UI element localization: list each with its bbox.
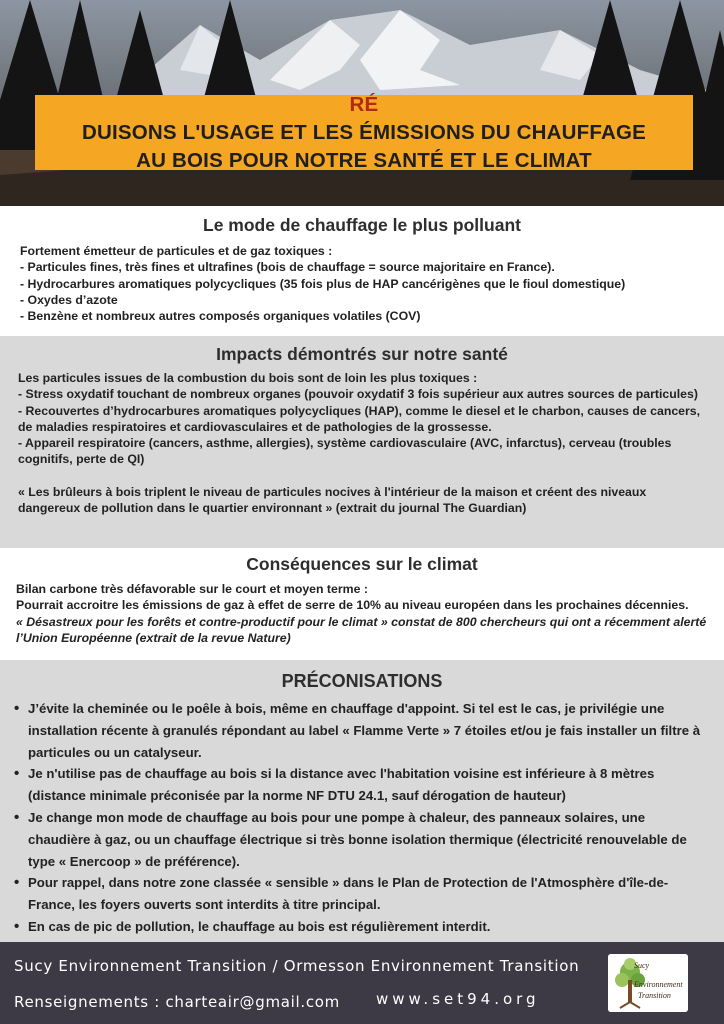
- pollution-line: - Oxydes d’azote: [20, 292, 118, 307]
- title-line-1-rest: DUISONS L'USAGE ET LES ÉMISSIONS DU CHAUFFAGE: [81, 120, 646, 144]
- list-item: • Je n'utilise pas de chauffage au bois si la distance avec l'habitation voisine est inférieure à 8 mètres (distance minimale préconisée par la norme NF DTU 24.1, sauf dérogation de hauteur): [14, 763, 710, 807]
- pollution-line: - Benzène et nombreux autres composés organiques volatiles (COV): [20, 309, 421, 324]
- section-climate-title: Conséquences sur le climat: [246, 554, 478, 574]
- list-item: • Pour rappel, dans notre zone classée « sensible » dans le Plan de Protection de l'Atmosphère d'île-de-France, les foyers ouverts sont interdits à titre principal.: [14, 872, 710, 916]
- tree-logo-icon: [608, 954, 688, 1012]
- section-recommendations: [0, 660, 724, 942]
- section-health: [0, 336, 724, 548]
- logo-text-2: Environnement: [634, 980, 683, 989]
- list-item: • Je change mon mode de chauffage au bois pour une pompe à chaleur, des panneaux solaires, une chaudière à gaz, ou un chauffage électrique si très bonne isolation thermique (électricité renouvelable de type « Enercoop » de préférence).: [14, 807, 710, 872]
- guardian-quote: « Les brûleurs à bois triplent le niveau de particules nocives à l'intérieur de la maison et créent des niveaux dangereux de pollution dans le quartier environnant » (extrait du journal The Guardian): [18, 484, 647, 516]
- set-logo: [608, 954, 688, 1012]
- list-item: • En cas de pic de pollution, le chauffage au bois est régulièrement interdit.: [14, 916, 710, 938]
- pollution-line: - Hydrocarbures aromatiques polycycliques (35 fois plus de HAP cancérigènes que le fioul domestique): [20, 276, 626, 291]
- logo-text-1: Sucy: [634, 961, 650, 970]
- recommendations-list: [0, 692, 724, 938]
- section-pollution-title: Le mode de chauffage le plus polluant: [203, 215, 521, 235]
- title-line-1: [82, 91, 646, 147]
- section-recommendations-title: PRÉCONISATIONS: [281, 671, 443, 691]
- climate-line: Bilan carbone très défavorable sur le court et moyen terme :: [16, 582, 368, 596]
- title-line-2: AU BOIS POUR NOTRE SANTÉ ET LE CLIMAT: [136, 148, 592, 172]
- section-climate: [0, 548, 724, 660]
- nature-quote: « Désastreux pour les forêts et contre-productif pour le climat » constat de 800 chercheurs qui ont a récemment alerté l’Union Européenne (extrait de la revue Nature): [16, 614, 707, 645]
- pollution-line: - Particules fines, très fines et ultrafines (bois de chauffage = source majoritaire en France).: [20, 260, 555, 275]
- section-health-title: Impacts démontrés sur notre santé: [216, 344, 508, 364]
- health-line: Les particules issues de la combustion du bois sont de loin les plus toxiques :: [18, 371, 478, 385]
- footer-associations: Sucy Environnement Transition / Ormesson Environnement Transition: [14, 957, 580, 975]
- health-line: - Recouvertes d’hydrocarbures aromatiques polycycliques (HAP), comme le diesel et le charbon, causes de cancers, de maladies respiratoires et cardiovasculaires et de pathologies de la grossesse.: [18, 403, 701, 434]
- health-line: - Stress oxydatif touchant de nombreux organes (pouvoir oxydatif 3 fois supérieur aux autres sources de particules): [18, 387, 698, 402]
- pollution-line: Fortement émetteur de particules et de gaz toxiques :: [20, 244, 333, 258]
- title-accent: RÉ: [349, 92, 379, 116]
- list-item: • J’évite la cheminée ou le poêle à bois, même en chauffage d'appoint. Si tel est le cas, je privilégie une installation récente à granulés répondant au label « Flamme Verte » 7 étoiles et/ou je fais installer un filtre à particules ou un catalyseur.: [14, 698, 710, 763]
- header-banner: [0, 0, 724, 206]
- health-line: - Appareil respiratoire (cancers, asthme, allergies), système cardiovasculaire (AVC, infarctus), cerveau (troubles cognitifs, perte de QI): [18, 436, 672, 467]
- section-pollution: [0, 206, 724, 336]
- footer-contact: Renseignements : charteair@gmail.com: [14, 993, 340, 1011]
- logo-text-3: Transition: [638, 991, 671, 1000]
- section-health-body: [0, 365, 724, 516]
- section-climate-body: [0, 575, 724, 646]
- title-box: [35, 92, 693, 172]
- climate-line: Pourrait accroitre les émissions de gaz à effet de serre de 10% au niveau européen dans les prochaines décennies.: [16, 598, 689, 613]
- section-pollution-body: [0, 236, 724, 324]
- footer-website-link[interactable]: www.set94.org: [376, 990, 540, 1008]
